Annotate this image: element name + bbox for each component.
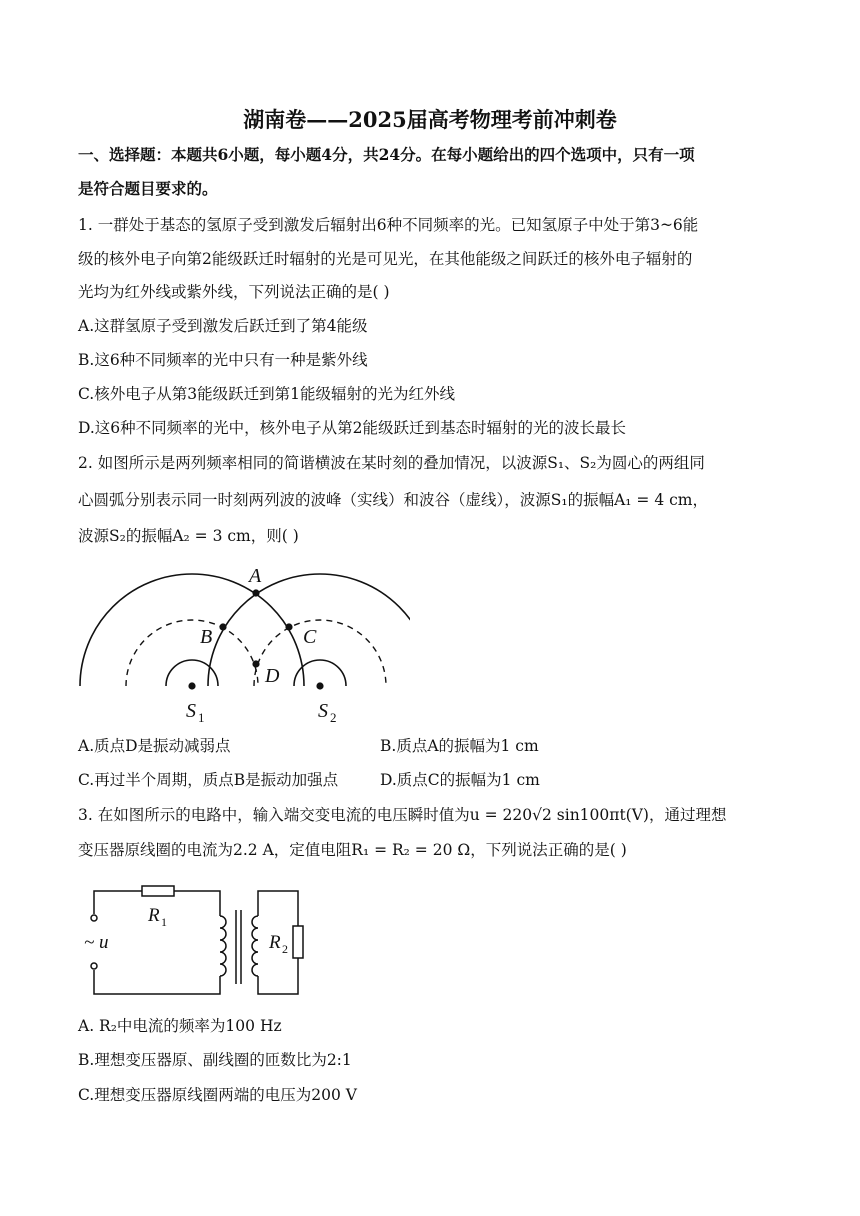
q1-option-c: C.核外电子从第3能级跃迁到第1能级辐射的光为红外线 (78, 385, 455, 403)
q3-stem-line1: 3. 在如图所示的电路中，输入端交变电流的电压瞬时值为u = 220√2 sin100πt(V)，通过理想 (78, 806, 727, 824)
resistor-r2 (293, 926, 303, 958)
label-source: ~ u (84, 932, 109, 953)
q1-option-b: B.这6种不同频率的光中只有一种是紫外线 (78, 351, 368, 369)
q1-stem-line3: 光均为红外线或紫外线，下列说法正确的是( ) (78, 283, 390, 301)
label-a: A (249, 565, 262, 587)
label-r1: R (148, 905, 160, 926)
point-b (219, 623, 226, 630)
label-s2: S (318, 700, 328, 722)
source-s2 (316, 682, 323, 689)
q2-stem-line1: 2. 如图所示是两列频率相同的简谐横波在某时刻的叠加情况，以波源S₁、S₂为圆心的两组同 (78, 454, 705, 472)
q3-stem-line2: 变压器原线圈的电流为2.2 A，定值电阻R₁ = R₂ = 20 Ω，下列说法正确的是( ) (78, 841, 627, 859)
label-r1-sub: 1 (161, 915, 167, 929)
point-a (252, 589, 259, 596)
section-heading-line2: 是符合题目要求的。 (78, 179, 218, 198)
label-c: C (303, 626, 317, 648)
wave-interference-figure (70, 560, 410, 730)
resistor-r1 (142, 886, 174, 896)
page-title: 湖南卷——2025届高考物理考前冲刺卷 (243, 107, 617, 132)
label-s1: S (186, 700, 196, 722)
q2-option-b: B.质点A的振幅为1 cm (380, 737, 539, 755)
label-b: B (200, 626, 213, 648)
primary-coil (220, 916, 226, 976)
q2-option-d: D.质点C的振幅为1 cm (380, 771, 540, 789)
primary-bottom-wire (94, 970, 220, 994)
q3-option-c: C.理想变压器原线圈两端的电压为200 V (78, 1086, 357, 1104)
q1-option-a: A.这群氢原子受到激发后跃迁到了第4能级 (78, 317, 368, 335)
q2-stem-line2: 心圆弧分别表示同一时刻两列波的波峰（实线）和波谷（虚线），波源S₁的振幅A₁ = 4 cm， (78, 491, 709, 509)
label-r2: R (269, 932, 281, 953)
point-c (285, 623, 292, 630)
section-heading-line1: 一、选择题：本题共6小题，每小题4分，共24分。在每小题给出的四个选项中，只有一项 (78, 145, 695, 164)
label-r2-sub: 2 (282, 942, 288, 956)
secondary-coil (252, 916, 258, 976)
secondary-top-wire (258, 891, 298, 926)
transformer-circuit-figure (76, 876, 316, 1006)
input-terminal-bottom (91, 963, 97, 969)
label-d: D (265, 665, 280, 687)
q3-option-b: B.理想变压器原、副线圈的匝数比为2:1 (78, 1051, 352, 1069)
q2-option-a: A.质点D是振动减弱点 (78, 737, 231, 755)
q1-stem-line2: 级的核外电子向第2能级跃迁时辐射的光是可见光，在其他能级之间跃迁的核外电子辐射的 (78, 250, 693, 268)
input-terminal-top (91, 915, 97, 921)
s1-trough-arc (126, 620, 258, 686)
primary-top-wire (94, 891, 142, 914)
q1-stem-line1: 1. 一群处于基态的氢原子受到激发后辐射出6种不同频率的光。已知氢原子中处于第3~6能 (78, 216, 699, 234)
source-s1 (188, 682, 195, 689)
label-s2-sub: 2 (330, 710, 337, 725)
secondary-bottom-wire (258, 958, 298, 994)
label-s1-sub: 1 (198, 710, 205, 725)
q2-stem-line3: 波源S₂的振幅A₂ = 3 cm，则( ) (78, 527, 299, 545)
q3-option-a: A. R₂中电流的频率为100 Hz (78, 1017, 282, 1035)
point-d (252, 660, 259, 667)
q2-option-c: C.再过半个周期，质点B是振动加强点 (78, 771, 339, 789)
q1-option-d: D.这6种不同频率的光中，核外电子从第2能级跃迁到基态时辐射的光的波长最长 (78, 419, 627, 437)
